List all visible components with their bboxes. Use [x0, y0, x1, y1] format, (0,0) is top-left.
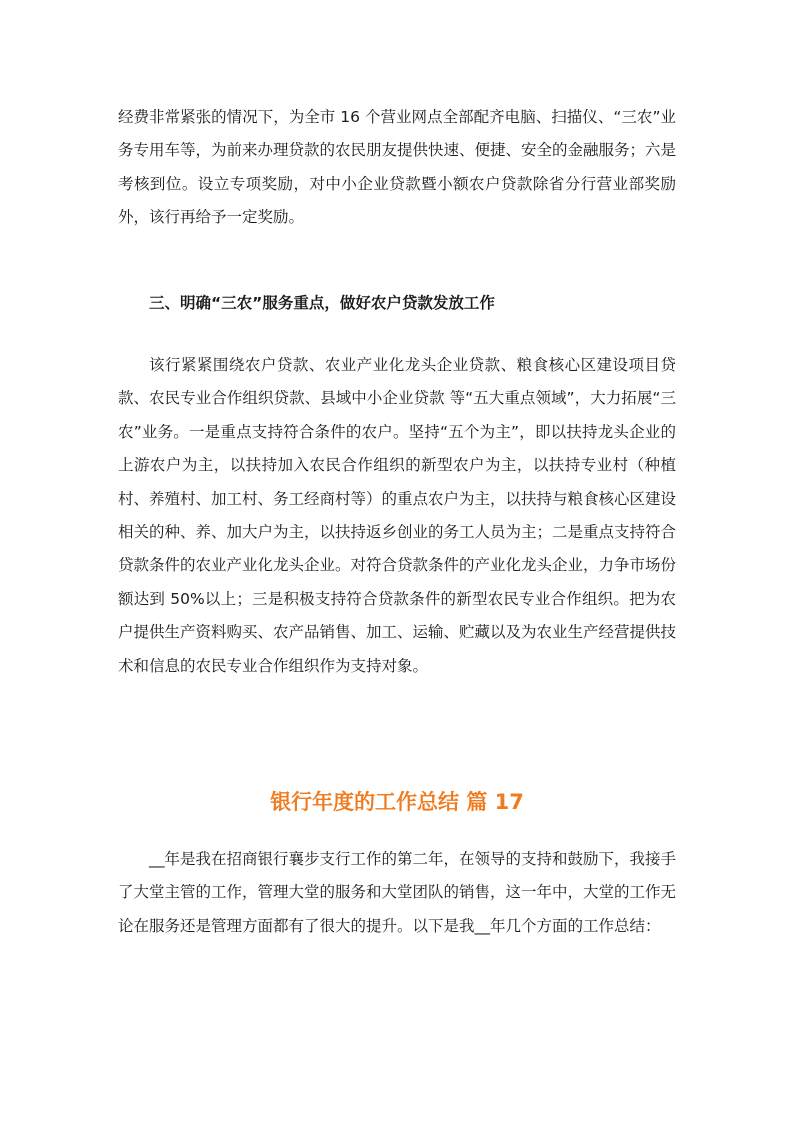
section-heading-three: 三、明确“三农”服务重点，做好农户贷款发放工作	[149, 294, 495, 312]
paragraph-bottom: __年是我在招商银行襄步支行工作的第二年，在领导的支持和鼓励下，我接手了大堂主管的工作，管理大堂的服务和大堂团队的销售，这一年中，大堂的工作无论在服务还是管理方面都有了很大的提升。以下是我__年几个方面的工作总结：	[118, 850, 677, 935]
paragraph-top: 经费非常紧张的情况下，为全市 16 个营业网点全部配齐电脑、扫描仪、“三农”业务专用车等，为前来办理贷款的农民朋友提供快速、便捷、安全的金融服务；六是考核到位。设立专项奖励，对中小企业贷款暨小额农户贷款除省分行营业部奖励外，该行再给予一定奖励。	[118, 108, 677, 227]
section-title: 银行年度的工作总结 篇 17	[270, 790, 524, 814]
paragraph-main: 该行紧紧围绕农户贷款、农业产业化龙头企业贷款、粮食核心区建设项目贷款、农民专业合作组织贷款、县域中小企业贷款 等“五大重点领域”，大力拓展“三农”业务。一是重点支持符合条件的农户。坚持“五个为主”，即以扶持龙头企业的上游农户为主，以扶持加入农民合作组织的新型农户为主，以扶持专业村（种植村、养殖村、加工村、务工经商村等）的重点农户为主，以扶持与粮食核心区建设相关的种、养、加大户为主，以扶持返乡创业的务工人员为主；二是重点支持符合贷款条件的农业产业化龙头企业。对符合贷款条件的产业化龙头企业，力争市场份额达到 50%以上；三是积极支持符合贷款条件的新型农民专业合作组织。把为农户提供生产资料购买、农产品销售、加工、运输、贮藏以及为农业生产经营提供技术和信息的农民专业合作组织作为支持对象。	[118, 356, 677, 675]
